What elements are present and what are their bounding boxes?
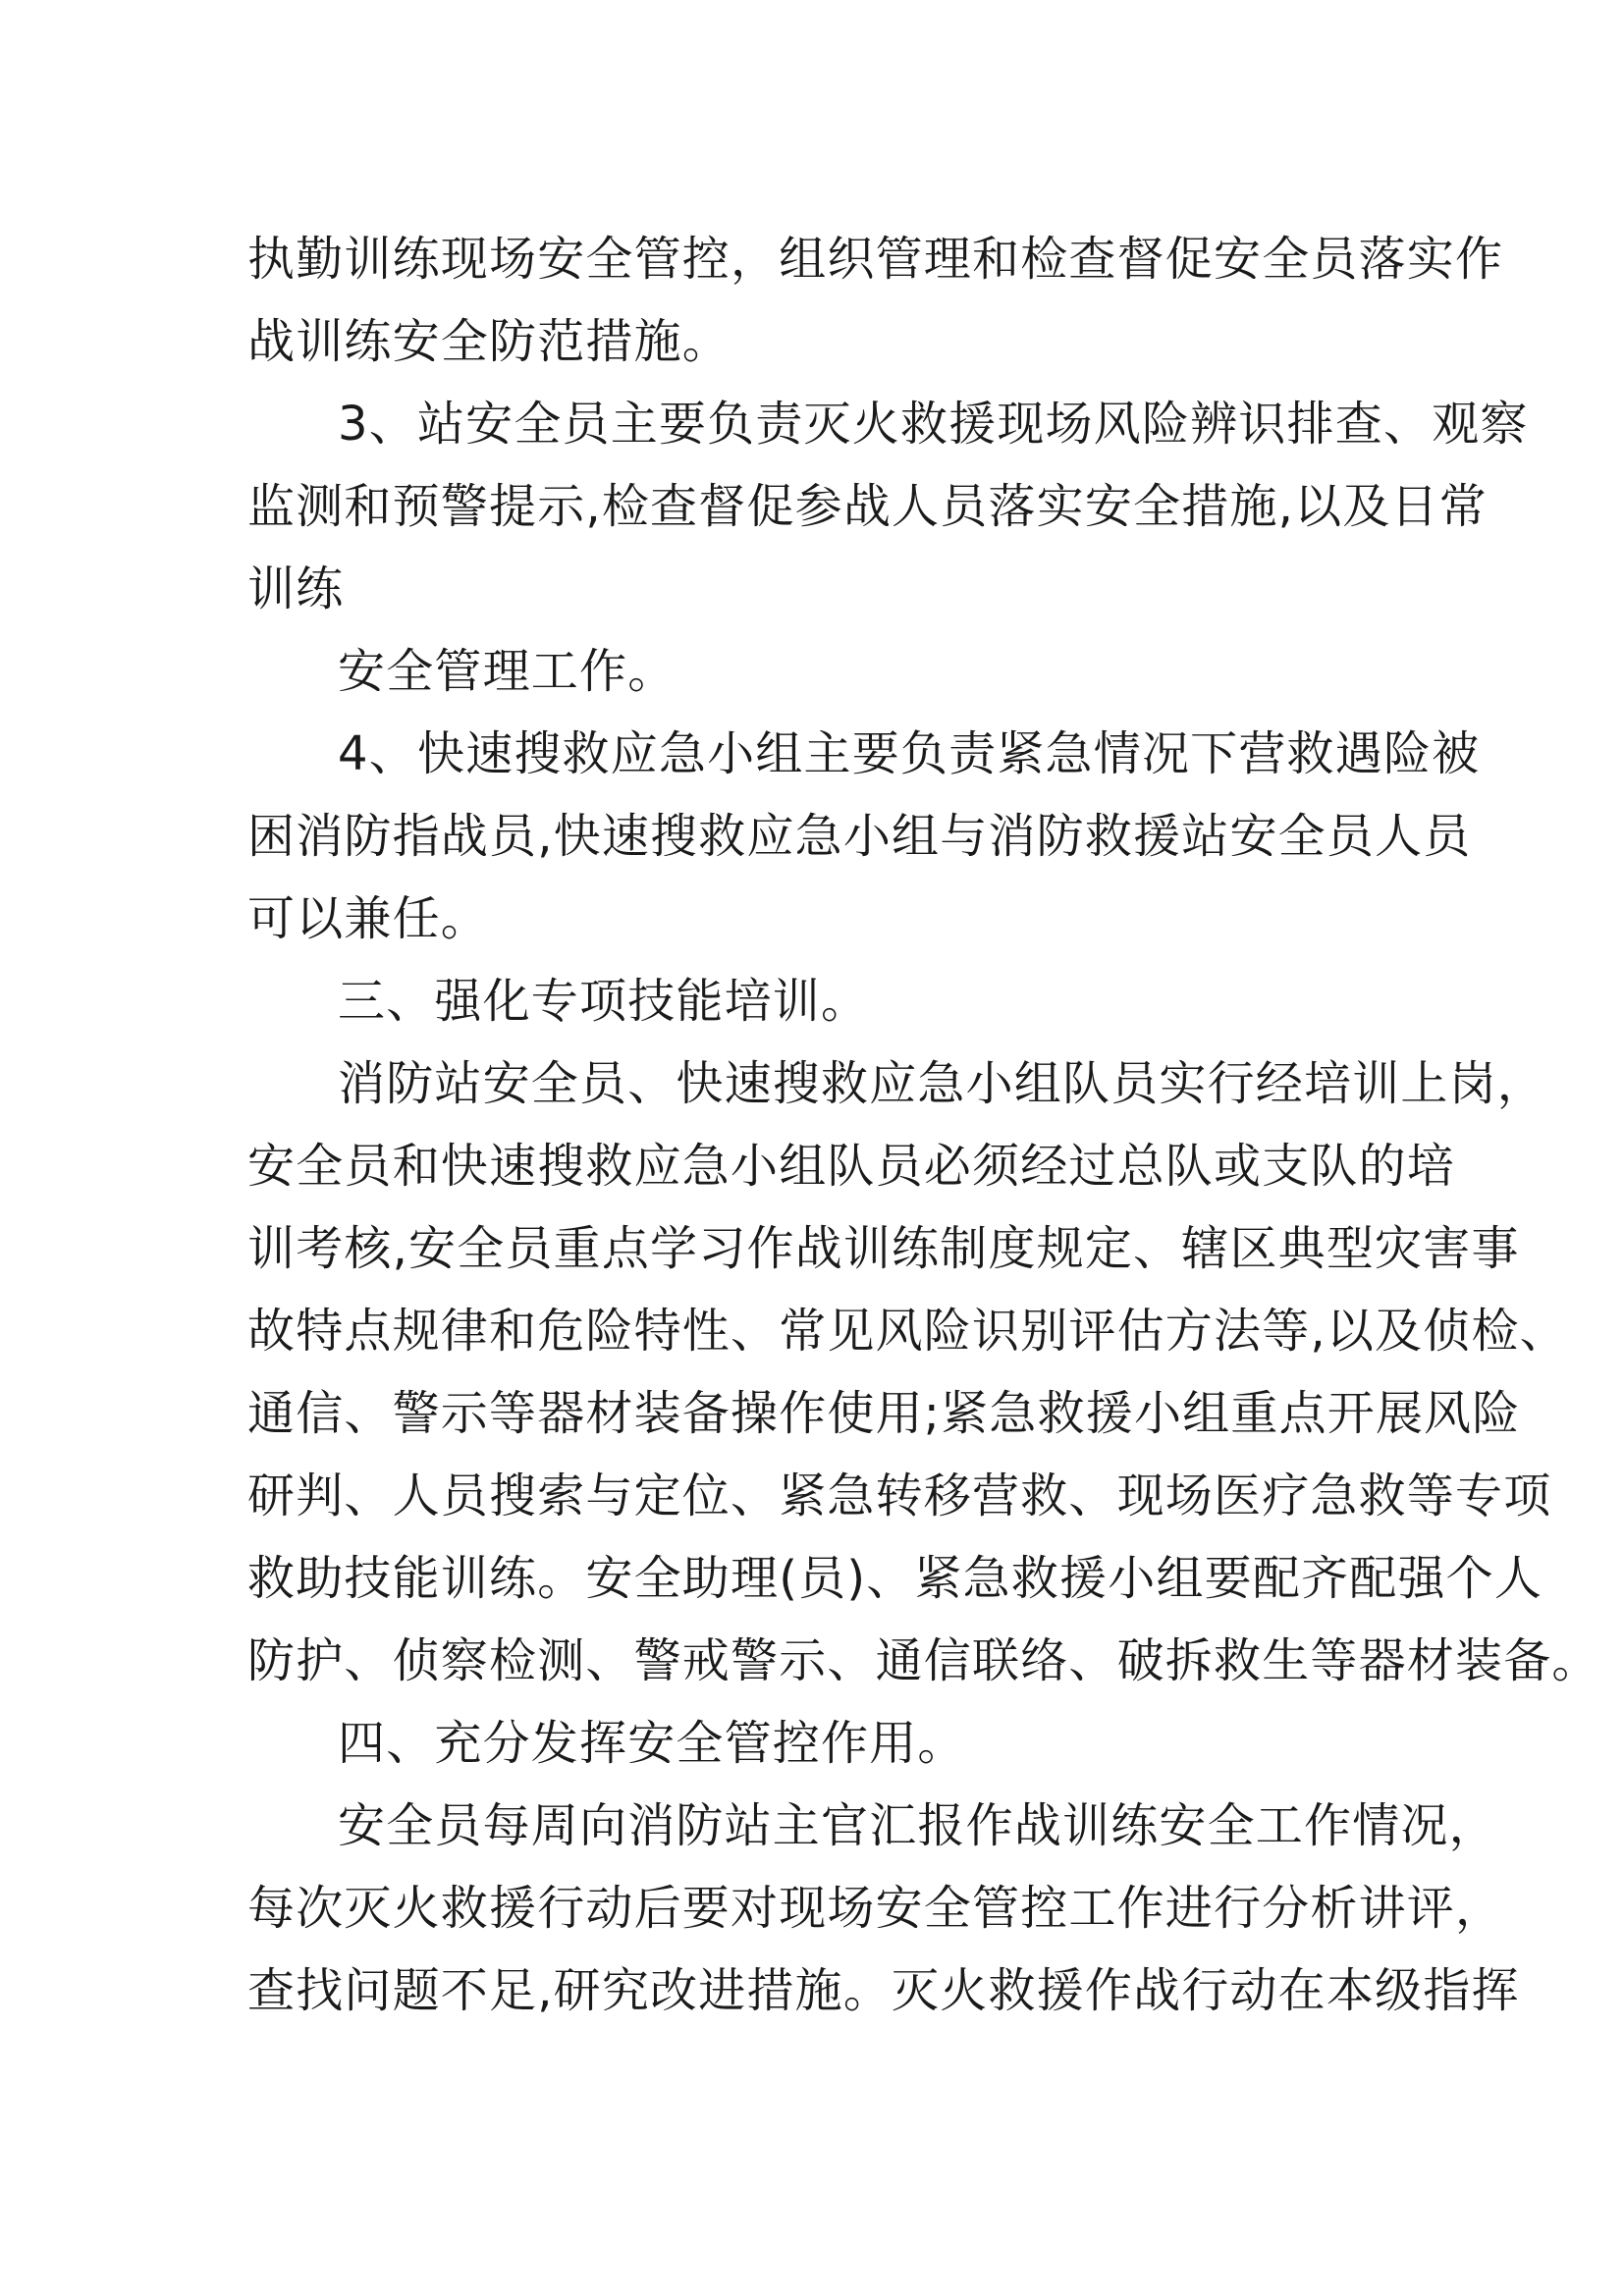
text-line: 可以兼任。 (247, 891, 490, 946)
text-line: 查找问题不足,研究改进措施。灭火救援作战行动在本级指挥 (247, 1963, 1520, 2018)
text-line: 故特点规律和危险特性、常见风险识别评估方法等,以及侦检、 (247, 1304, 1568, 1359)
text-line: 防护、侦察检测、警戒警示、通信联络、破拆救生等器材装备。 (247, 1633, 1600, 1688)
text-line: 战训练安全防范措施。 (247, 314, 731, 369)
section-heading-3: 三、强化专项技能培训。 (338, 974, 870, 1029)
document-body (247, 218, 1600, 2032)
text-line: 安全员和快速搜救应急小组队员必须经过总队或支队的培 (247, 1139, 1456, 1194)
section-heading-4: 四、充分发挥安全管控作用。 (338, 1716, 966, 1771)
text-line: 监测和预警提示,检查督促参战人员落实安全措施,以及日常 (247, 479, 1488, 534)
text-line: 救助技能训练。安全助理(员)、紧急救援小组要配齐配强个人 (247, 1551, 1543, 1606)
text-line: 每次灭火救援行动后要对现场安全管控工作进行分析讲评， (247, 1881, 1504, 1936)
text-line: 安全管理工作。 (338, 644, 677, 699)
text-line: 困消防指战员,快速搜救应急小组与消防救援站安全员人员 (247, 809, 1472, 864)
paragraph-item-4: 4、快速搜救应急小组主要负责紧急情况下营救遇险被 (338, 726, 1481, 781)
paragraph-control: 安全员每周向消防站主官汇报作战训练安全工作情况， (338, 1798, 1497, 1853)
paragraph-item-3: 3、站安全员主要负责灭火救援现场风险辨识排查、观察 (338, 397, 1529, 452)
text-line: 研判、人员搜索与定位、紧急转移营救、现场医疗急救等专项 (247, 1468, 1552, 1523)
text-line: 通信、警示等器材装备操作使用;紧急救援小组重点开展风险 (247, 1386, 1521, 1441)
text-line: 执勤训练现场安全管控，组织管理和检查督促安全员落实作 (247, 232, 1504, 287)
text-line: 训练 (247, 561, 345, 616)
text-line: 训考核,安全员重点学习作战训练制度规定、辖区典型灾害事 (247, 1221, 1520, 1276)
paragraph-training: 消防站安全员、快速搜救应急小组队员实行经培训上岗， (338, 1056, 1546, 1111)
